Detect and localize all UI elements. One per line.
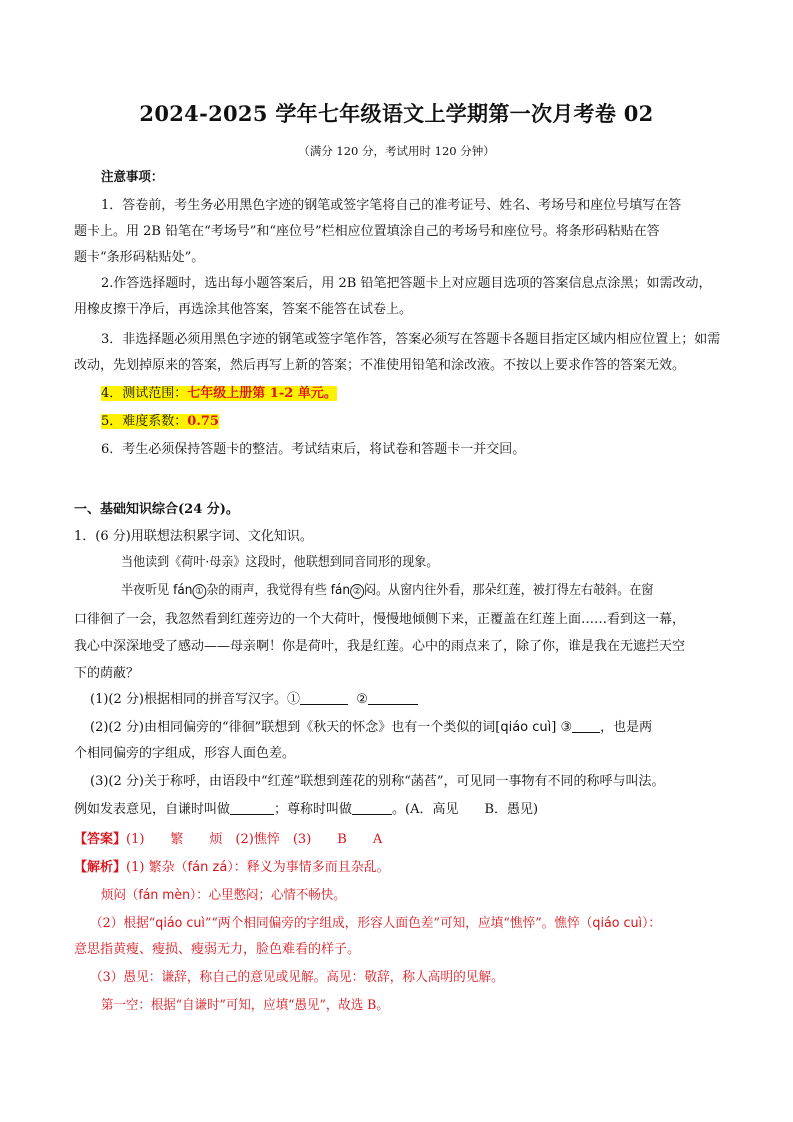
- pinyin-fan-za: fán zá: [187, 860, 228, 875]
- sub-question-1: [90, 690, 724, 710]
- answer-text: (1) 繁 烦 (2)憔悴 (3) B A: [126, 832, 383, 847]
- passage-line-4: 下的荫蔽？: [74, 666, 140, 681]
- sub-question-3-line-2: [74, 800, 724, 820]
- analysis-text: ）：: [642, 916, 662, 931]
- passage-line-3: 我心中深深地受了感动——母亲啊！你是荷叶，我是红莲。心中的雨点来了，除了你，谁是我在无遮拦天空: [74, 639, 686, 654]
- analysis-line-2: [101, 886, 724, 906]
- blank-number-2: ②: [350, 584, 364, 599]
- sub-question-2-line-2: 个相同偏旁的字组成，形容人面色差。: [74, 746, 296, 761]
- page-title: 2024-2025 学年七年级语文上学期第一次月考卷 02: [139, 101, 654, 126]
- blank-number-1: ①: [192, 584, 206, 599]
- passage-text: 杂的雨声，我觉得有些: [206, 583, 331, 598]
- answer-label: 【答案】: [74, 832, 127, 847]
- sub-question-2: [90, 718, 724, 738]
- pinyin-fan-1: fán: [173, 583, 193, 598]
- notice-item-3-line-2: 改动，先划掉原来的答案，然后再写上新的答案；不准使用铅笔和涂改液。不按以上要求作答的答案无效。: [74, 358, 686, 373]
- notice-item-5: [101, 412, 724, 432]
- sub-question-1-marker: ②: [356, 692, 368, 707]
- notice-item-6: 6．考生必须保持答题卡的整洁。考试结束后，将试卷和答题卡一并交回。: [101, 442, 526, 457]
- notice-item-2-line-2: 用橡皮擦干净后，再选涂其他答案，答案不能答在试卷上。: [74, 302, 413, 317]
- notice-item-4-label: 4．测试范围：: [101, 386, 188, 401]
- analysis-line-6: 第一空：根据“自谦时”可知，应填“愚见”，故选 B。: [101, 998, 389, 1013]
- sub-question-2-marker: ] ③: [551, 720, 573, 735]
- sub-question-3-line-1: (3)(2 分)关于称呼，由语段中“红莲”联想到莲花的别称“菡萏”，可见同一事物有不同的称呼与叫法。: [90, 774, 665, 789]
- notice-item-4-value: 七年级上册第 1-2 单元。: [187, 386, 337, 401]
- analysis-text: ”“两个相同偏旁的字组成，形容人面色差”可知，应填“憔悴”。憔悴（: [204, 916, 593, 931]
- passage-text: 半夜听见: [121, 583, 174, 598]
- sub-question-3-text-mid: ；尊称时叫做: [274, 802, 353, 817]
- answer-blank-2[interactable]: [368, 690, 418, 705]
- passage-intro: 当他读到《荷叶·母亲》这段时，他联想到同音同形的现象。: [121, 555, 439, 570]
- page-subtitle: （满分 120 分，考试用时 120 分钟）: [298, 144, 495, 158]
- notice-item-4: [101, 384, 724, 404]
- question-1-stem: 1．(6 分)用联想法积累字词、文化知识。: [74, 529, 313, 544]
- notice-item-5-value: 0.75: [187, 414, 219, 429]
- sub-question-1-text: (1)(2 分)根据相同的拼音写汉字。①: [90, 692, 300, 707]
- analysis-text: (1) 繁杂（: [126, 860, 188, 875]
- analysis-text: ）：释义为事情多而且杂乱。: [227, 860, 390, 875]
- passage-text: 闷。从窗内往外看，那朵红莲，被打得左右攲斜。在窗: [363, 583, 654, 598]
- notice-item-1-line-2: 题卡上。用 2B 铅笔在“考场号”和“座位号”栏相应位置填涂自己的考场号和座位号。将条形码粘贴在答: [74, 224, 660, 239]
- section-heading: 一、基础知识综合(24 分)。: [74, 502, 239, 517]
- answer-line: [74, 830, 724, 850]
- sub-question-2-text: (2)(2 分)由相同偏旁的“徘徊”联想到《秋天的怀念》也有一个类似的词[: [90, 720, 501, 735]
- analysis-text: ）：心里憋闷；心情不畅快。: [189, 888, 346, 903]
- passage-line-1: [121, 581, 724, 601]
- sub-question-3-text: 例如发表意见，自谦时叫做: [74, 802, 231, 817]
- notice-item-3-line-1: 3．非选择题必须用黑色字迹的钢笔或签字笔作答，答案必须写在答题卡各题目指定区域内相应位置上；如需: [101, 332, 721, 347]
- analysis-text: 烦闷（: [101, 888, 139, 903]
- notice-item-2-line-1: 2.作答选择题时，选出每小题答案后，用 2B 铅笔把答题卡上对应题目选项的答案信息点涂黑；如需改动，: [101, 276, 712, 291]
- sub-question-3-options: 。(A．高见 B．愚见): [392, 802, 539, 817]
- analysis-line-1: [74, 858, 724, 878]
- pinyin-qiao-cui: qiáo cuì: [592, 916, 643, 931]
- answer-blank-4[interactable]: [230, 800, 274, 815]
- analysis-text: （2）根据“: [90, 916, 156, 931]
- pinyin-fan-2: fán: [330, 583, 351, 598]
- analysis-label: 【解析】: [74, 860, 127, 875]
- notice-heading: 注意事项：: [101, 170, 164, 185]
- analysis-line-5: （3）愚见：谦辞，称自己的意见或见解。高见：敬辞，称人高明的见解。: [90, 970, 504, 985]
- pinyin-qiao-cui: qiáo cuì: [500, 720, 552, 735]
- sub-question-2-text-end: ，也是两: [600, 720, 653, 735]
- answer-blank-5[interactable]: [352, 800, 392, 815]
- answer-blank-3[interactable]: [572, 718, 600, 733]
- passage-line-2: 口徘徊了一会，我忽然看到红莲旁边的一个大荷叶，慢慢地倾侧下来，正覆盖在红莲上面……看到这一幕，: [74, 612, 686, 627]
- analysis-line-4: 意思指黄瘦、瘦损、瘦弱无力，脸色难看的样子。: [74, 942, 361, 957]
- notice-item-5-label: 5．难度系数：: [101, 414, 188, 429]
- notice-item-1-line-1: 1．答卷前，考生务必用黑色字迹的钢笔或签字笔将自己的准考证号、姓名、考场号和座位号填写在答: [101, 198, 682, 213]
- answer-blank-1[interactable]: [300, 690, 348, 705]
- notice-item-1-line-3: 题卡“条形码粘贴处”。: [74, 250, 205, 265]
- pinyin-fan-men: fán mèn: [138, 888, 190, 903]
- pinyin-qiao-cui: qiáo cuì: [155, 916, 205, 931]
- analysis-line-3: [90, 914, 724, 934]
